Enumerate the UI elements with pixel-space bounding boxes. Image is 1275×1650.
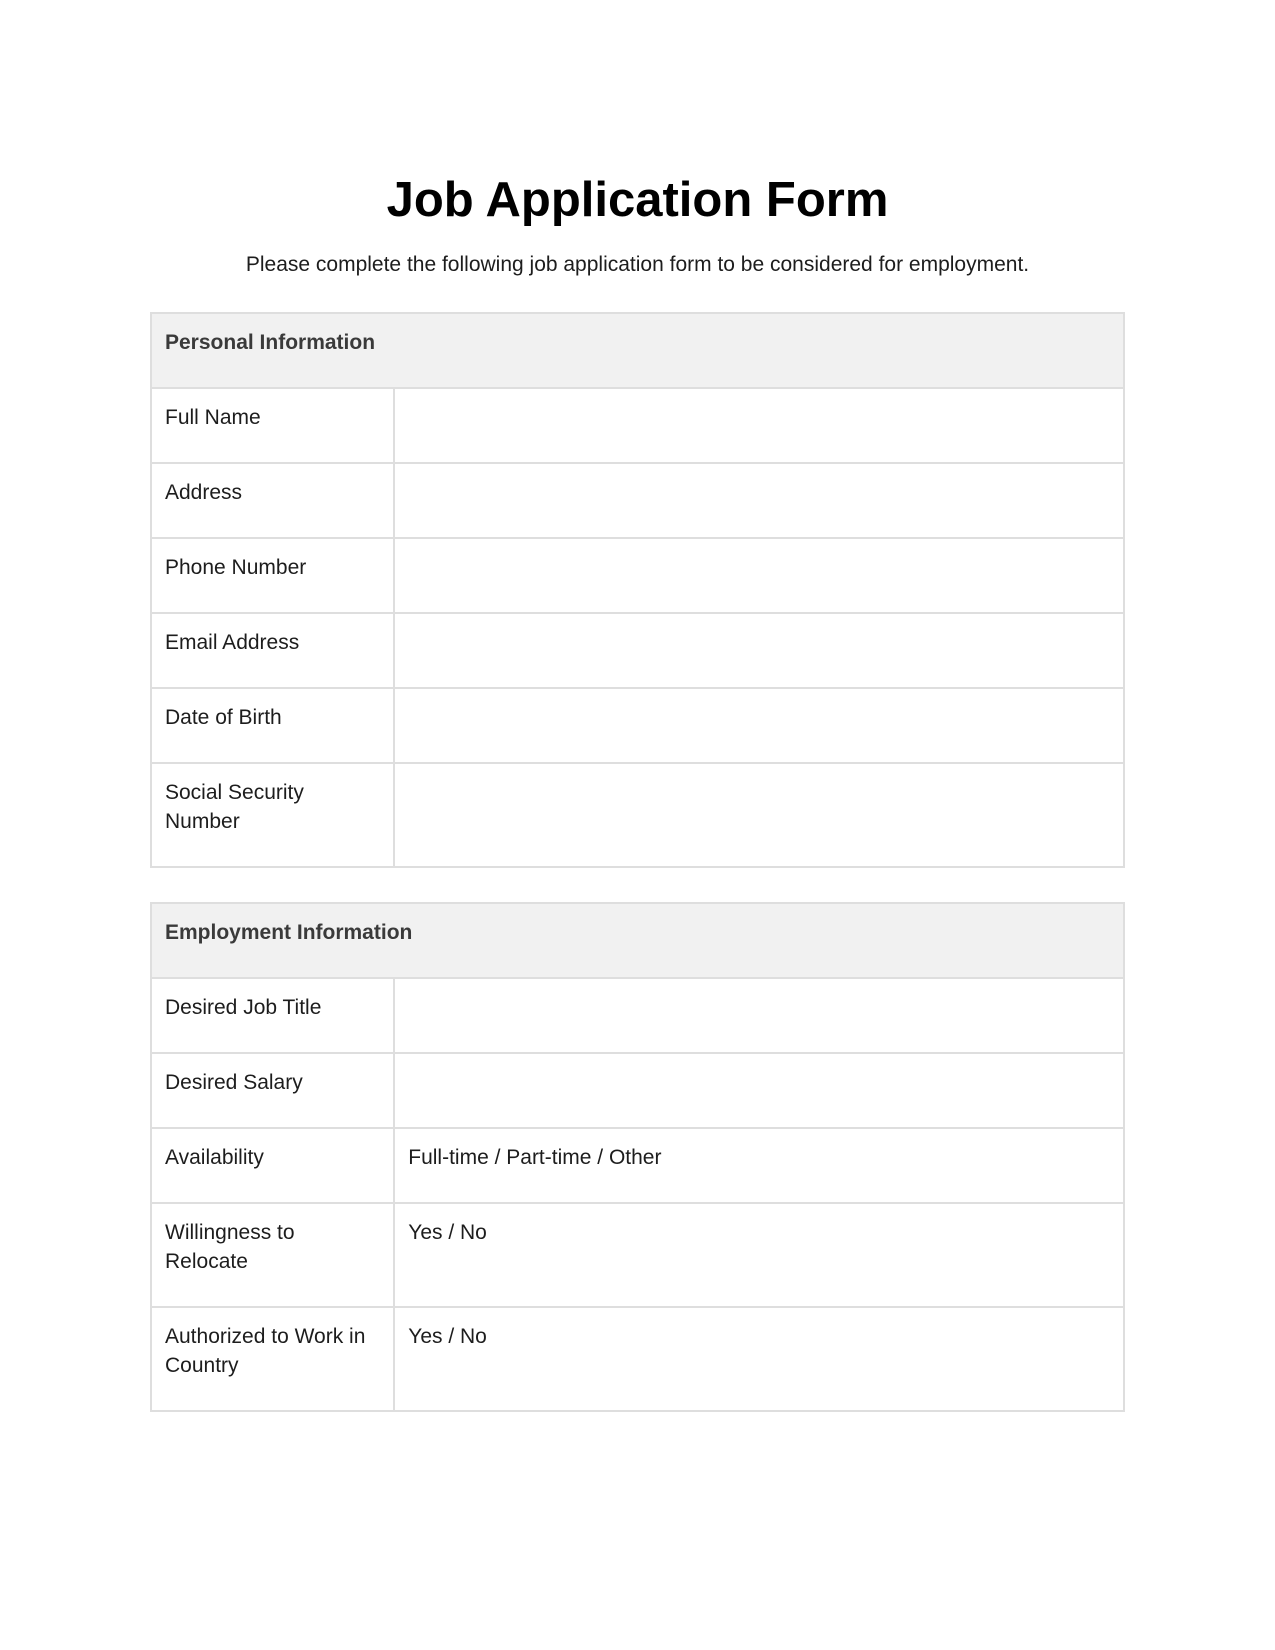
- field-value-authorized-to-work-in-country[interactable]: Yes / No: [394, 1307, 1124, 1411]
- field-value-address[interactable]: [394, 463, 1124, 538]
- field-value-email-address[interactable]: [394, 613, 1124, 688]
- field-label-desired-salary: Desired Salary: [151, 1053, 394, 1128]
- field-value-date-of-birth[interactable]: [394, 688, 1124, 763]
- field-label-full-name: Full Name: [151, 388, 394, 463]
- section-header-employment-information: Employment Information: [151, 903, 1124, 978]
- employment-information-table: [150, 902, 1125, 1412]
- table-row-address: [151, 463, 1124, 538]
- table-row-authorized-to-work-in-country: [151, 1307, 1124, 1411]
- field-value-phone-number[interactable]: [394, 538, 1124, 613]
- table-row-email-address: [151, 613, 1124, 688]
- table-row-date-of-birth: [151, 688, 1124, 763]
- field-label-social-security-number: Social Security Number: [151, 763, 394, 867]
- table-row-availability: [151, 1128, 1124, 1203]
- field-label-phone-number: Phone Number: [151, 538, 394, 613]
- field-label-willingness-to-relocate: Willingness to Relocate: [151, 1203, 394, 1307]
- field-value-desired-job-title[interactable]: [394, 978, 1124, 1053]
- field-label-email-address: Email Address: [151, 613, 394, 688]
- field-value-full-name[interactable]: [394, 388, 1124, 463]
- page-title: Job Application Form: [386, 173, 889, 227]
- section-header-row: [151, 903, 1124, 978]
- page-subtitle: Please complete the following job application form to be considered for employment.: [245, 253, 1030, 276]
- field-value-social-security-number[interactable]: [394, 763, 1124, 867]
- field-label-availability: Availability: [151, 1128, 394, 1203]
- table-row-full-name: [151, 388, 1124, 463]
- field-label-date-of-birth: Date of Birth: [151, 688, 394, 763]
- field-value-willingness-to-relocate[interactable]: Yes / No: [394, 1203, 1124, 1307]
- table-row-willingness-to-relocate: [151, 1203, 1124, 1307]
- field-value-desired-salary[interactable]: [394, 1053, 1124, 1128]
- table-row-phone-number: [151, 538, 1124, 613]
- field-value-availability[interactable]: Full-time / Part-time / Other: [394, 1128, 1124, 1203]
- personal-information-table: [150, 312, 1125, 868]
- field-label-address: Address: [151, 463, 394, 538]
- table-row-desired-salary: [151, 1053, 1124, 1128]
- section-header-row: [151, 313, 1124, 388]
- table-row-desired-job-title: [151, 978, 1124, 1053]
- field-label-authorized-to-work-in-country: Authorized to Work in Country: [151, 1307, 394, 1411]
- field-label-desired-job-title: Desired Job Title: [151, 978, 394, 1053]
- section-header-personal-information: Personal Information: [151, 313, 1124, 388]
- table-row-social-security-number: [151, 763, 1124, 867]
